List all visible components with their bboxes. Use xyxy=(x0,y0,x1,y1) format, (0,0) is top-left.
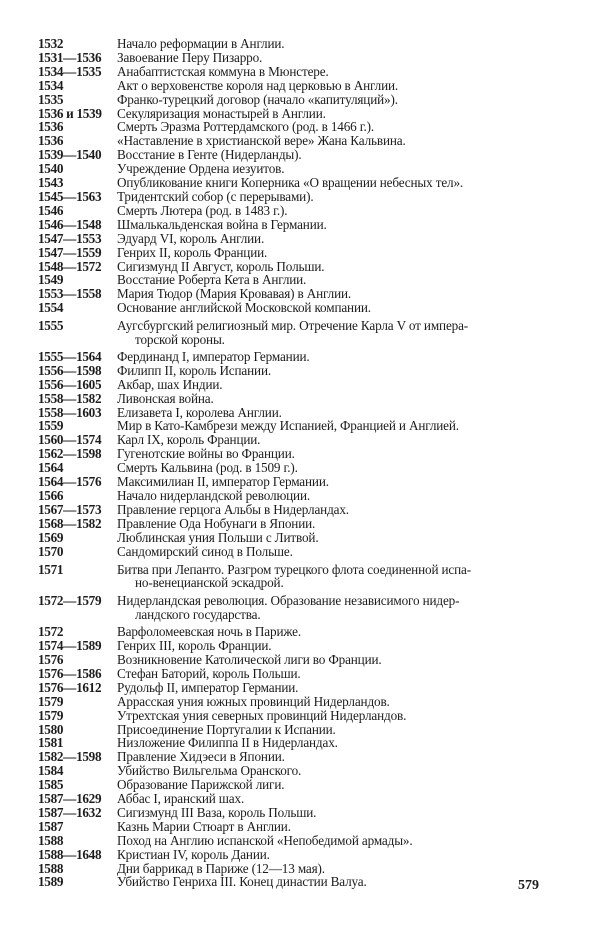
entry-event-text: Нидерландская революция. Образование независимого нидер- xyxy=(117,593,460,609)
entry-event xyxy=(117,246,558,260)
entry-year: 1547—1553 xyxy=(38,230,102,246)
entry-year: 1588 xyxy=(38,860,64,876)
chronology-entry xyxy=(38,594,558,622)
chronology-entry xyxy=(38,517,558,531)
entry-event xyxy=(117,681,558,695)
chronology-entry xyxy=(38,190,558,204)
chronology-entry xyxy=(38,750,558,764)
entry-event xyxy=(117,594,558,622)
entry-event-text: Правление Ода Нобунаги в Японии. xyxy=(117,515,316,531)
entry-year: 1588—1648 xyxy=(38,846,102,862)
entry-event xyxy=(117,834,558,848)
chronology-entry xyxy=(38,625,558,639)
entry-event-text: Смерть Лютера (род. в 1483 г.). xyxy=(117,202,288,218)
entry-event xyxy=(117,875,558,889)
chronology-entry xyxy=(38,218,558,232)
chronology-entry xyxy=(38,419,558,433)
entry-year: 1576—1586 xyxy=(38,665,102,681)
entry-event xyxy=(117,204,558,218)
entry-event xyxy=(117,736,558,750)
entry-event-text: Стефан Баторий, король Польши. xyxy=(117,665,301,681)
entry-year: 1569 xyxy=(38,529,64,545)
entry-year: 1534—1535 xyxy=(38,63,102,79)
entry-event xyxy=(117,319,558,347)
entry-event-text: Правление герцога Альбы в Нидерландах. xyxy=(117,501,349,517)
entry-year: 1587—1632 xyxy=(38,804,102,820)
entry-event xyxy=(117,260,558,274)
entry-event-text: Завоевание Перу Пизарро. xyxy=(117,49,263,65)
entry-year: 1560—1574 xyxy=(38,432,102,448)
entry-event-text: Восстание в Генте (Нидерланды). xyxy=(117,147,302,163)
entry-event-text: Елизавета I, королева Англии. xyxy=(117,404,282,420)
chronology-entry xyxy=(38,134,558,148)
entry-event xyxy=(117,350,558,364)
entry-event xyxy=(117,107,558,121)
entry-event xyxy=(117,148,558,162)
entry-year: 1536 и 1539 xyxy=(38,105,102,121)
entry-event xyxy=(117,378,558,392)
chronology-entry xyxy=(38,531,558,545)
chronology-entry xyxy=(38,273,558,287)
entry-event-continuation: но-венецианской эскадрой. xyxy=(135,575,284,591)
entry-event-text: Ливонская война. xyxy=(117,390,214,406)
entry-event-text: Фердинанд I, император Германии. xyxy=(117,348,310,364)
entry-year: 1535 xyxy=(38,91,64,107)
entry-year: 1584 xyxy=(38,763,64,779)
entry-event-text: Убийство Генриха III. Конец династии Валуа. xyxy=(117,874,367,890)
entry-event-text: Начало реформации в Англии. xyxy=(117,36,285,51)
entry-year: 1582—1598 xyxy=(38,749,102,765)
chronology-entry xyxy=(38,350,558,364)
entry-event xyxy=(117,723,558,737)
entry-event-text: Возникновение Католической лиги во Франции. xyxy=(117,651,382,667)
chronology-entry xyxy=(38,447,558,461)
chronology-entry xyxy=(38,79,558,93)
entry-year: 1576 xyxy=(38,651,64,667)
entry-event-text: Акбар, шах Индии. xyxy=(117,376,223,392)
chronology-entry xyxy=(38,764,558,778)
chronology-entry xyxy=(38,778,558,792)
entry-event-text: Смерть Эразма Роттердамского (род. в 1466 г.). xyxy=(117,119,375,135)
entry-event-text: Шмалькальденская война в Германии. xyxy=(117,216,327,232)
entry-year: 1555 xyxy=(38,318,64,334)
entry-event-text: Аббас I, иранский шах. xyxy=(117,791,245,807)
entry-year: 1572 xyxy=(38,624,64,640)
entry-year: 1559 xyxy=(38,418,64,434)
page-number: 579 xyxy=(518,878,539,893)
entry-event xyxy=(117,503,558,517)
entry-event xyxy=(117,653,558,667)
chronology-entry xyxy=(38,545,558,559)
entry-event xyxy=(117,489,558,503)
entry-event-text: Мир в Като-Камбрези между Испанией, Францией и Англией. xyxy=(117,418,459,434)
entry-event xyxy=(117,447,558,461)
chronology-entry xyxy=(38,709,558,723)
entry-event-text: Битва при Лепанто. Разгром турецкого флота соединенной испа- xyxy=(117,561,471,577)
chronology-entry xyxy=(38,204,558,218)
chronology-entry xyxy=(38,834,558,848)
entry-year: 1567—1573 xyxy=(38,501,102,517)
entry-year: 1579 xyxy=(38,707,64,723)
entry-event xyxy=(117,778,558,792)
entry-event xyxy=(117,517,558,531)
entry-event-text: Сигизмунд II Август, король Польши. xyxy=(117,258,325,274)
entry-event xyxy=(117,134,558,148)
entry-event xyxy=(117,433,558,447)
entry-event-text: Поход на Англию испанской «Непобедимой армады». xyxy=(117,832,413,848)
chronology-entry xyxy=(38,792,558,806)
entry-year: 1572—1579 xyxy=(38,593,102,609)
entry-event-text: Сандомирский синод в Польше. xyxy=(117,543,293,559)
entry-year: 1532 xyxy=(38,36,64,51)
entry-event xyxy=(117,120,558,134)
entry-event-text: Рудольф II, император Германии. xyxy=(117,679,299,695)
entry-event xyxy=(117,37,558,51)
chronology-entry xyxy=(38,301,558,315)
entry-year: 1589 xyxy=(38,874,64,890)
entry-event xyxy=(117,93,558,107)
entry-event xyxy=(117,218,558,232)
entry-year: 1564—1576 xyxy=(38,474,102,490)
entry-event xyxy=(117,848,558,862)
entry-event-text: Присоединение Португалии к Испании. xyxy=(117,721,336,737)
entry-event xyxy=(117,364,558,378)
entry-event-text: Казнь Марии Стюарт в Англии. xyxy=(117,818,291,834)
entry-event-text: Восстание Роберта Кета в Англии. xyxy=(117,272,307,288)
entry-event-text: Варфоломеевская ночь в Париже. xyxy=(117,624,302,640)
chronology-entry xyxy=(38,148,558,162)
entry-year: 1554 xyxy=(38,300,64,316)
entry-event-text: Правление Хидэеси в Японии. xyxy=(117,749,285,765)
chronology-entry xyxy=(38,875,558,889)
chronology-entry xyxy=(38,667,558,681)
chronology-entry xyxy=(38,246,558,260)
chronology-entry xyxy=(38,378,558,392)
entry-event-text: Франко-турецкий договор (начало «капитуляций»). xyxy=(117,91,398,107)
entry-event xyxy=(117,695,558,709)
entry-year: 1534 xyxy=(38,77,64,93)
chronology-entry xyxy=(38,723,558,737)
entry-event-text: Генрих III, король Франции. xyxy=(117,638,272,654)
chronology-entry xyxy=(38,461,558,475)
entry-event xyxy=(117,301,558,315)
entry-year: 1555—1564 xyxy=(38,348,102,364)
entry-event-text: Секуляризация монастырей в Англии. xyxy=(117,105,326,121)
entry-event xyxy=(117,750,558,764)
entry-year: 1545—1563 xyxy=(38,188,102,204)
entry-event-text: Утрехтская уния северных провинций Нидерландов. xyxy=(117,707,407,723)
chronology-entry xyxy=(38,639,558,653)
entry-event-text: Филипп II, король Испании. xyxy=(117,362,271,378)
entry-event-text: Тридентский собор (с перерывами). xyxy=(117,188,314,204)
entry-event xyxy=(117,709,558,723)
entry-year: 1536 xyxy=(38,119,64,135)
entry-event xyxy=(117,79,558,93)
entry-event xyxy=(117,190,558,204)
entry-event xyxy=(117,531,558,545)
entry-event-text: Акт о верховенстве короля над церковью в Англии. xyxy=(117,77,399,93)
entry-year: 1576—1612 xyxy=(38,679,102,695)
entry-event xyxy=(117,862,558,876)
chronology-entry xyxy=(38,162,558,176)
entry-year: 1580 xyxy=(38,721,64,737)
entry-event xyxy=(117,273,558,287)
entry-event-text: Люблинская уния Польши с Литвой. xyxy=(117,529,319,545)
entry-event-text: Образование Парижской лиги. xyxy=(117,777,285,793)
entry-year: 1558—1582 xyxy=(38,390,102,406)
chronology-entry xyxy=(38,475,558,489)
chronology-entry xyxy=(38,433,558,447)
entry-event-continuation: торской короны. xyxy=(135,332,225,348)
entry-event-text: Эдуард VI, король Англии. xyxy=(117,230,265,246)
entry-event-text: Карл IX, король Франции. xyxy=(117,432,261,448)
chronology-entry xyxy=(38,176,558,190)
chronology-entry xyxy=(38,287,558,301)
chronology-entry xyxy=(38,120,558,134)
entry-year: 1574—1589 xyxy=(38,638,102,654)
chronology-entry xyxy=(38,51,558,65)
entry-event xyxy=(117,667,558,681)
chronology-entry xyxy=(38,260,558,274)
chronology-entry xyxy=(38,364,558,378)
chronology-entry xyxy=(38,93,558,107)
entry-year: 1587 xyxy=(38,818,64,834)
entry-year: 1587—1629 xyxy=(38,791,102,807)
chronology-entry xyxy=(38,806,558,820)
entry-year: 1556—1598 xyxy=(38,362,102,378)
entry-year: 1585 xyxy=(38,777,64,793)
chronology-entry xyxy=(38,392,558,406)
entry-year: 1543 xyxy=(38,175,64,191)
entry-event xyxy=(117,545,558,559)
entry-year: 1571 xyxy=(38,561,64,577)
entry-event-text: Низложение Филиппа II в Нидерландах. xyxy=(117,735,338,751)
entry-event-text: Дни баррикад в Париже (12—13 мая). xyxy=(117,860,325,876)
entry-year: 1540 xyxy=(38,161,64,177)
entry-year: 1564 xyxy=(38,460,64,476)
chronology-entry xyxy=(38,695,558,709)
entry-event-text: Гугенотские войны во Франции. xyxy=(117,446,295,462)
chronology-entry xyxy=(38,107,558,121)
entry-event xyxy=(117,162,558,176)
chronology-entry xyxy=(38,563,558,591)
entry-event-text: Учреждение Ордена иезуитов. xyxy=(117,161,285,177)
chronology-entry xyxy=(38,319,558,347)
entry-year: 1556—1605 xyxy=(38,376,102,392)
entry-event xyxy=(117,625,558,639)
chronology-entry xyxy=(38,37,558,51)
entry-year: 1531—1536 xyxy=(38,49,102,65)
entry-event xyxy=(117,232,558,246)
entry-year: 1548—1572 xyxy=(38,258,102,274)
entry-event-text: Аррасская уния южных провинций Нидерландов. xyxy=(117,693,390,709)
entry-year: 1553—1558 xyxy=(38,286,102,302)
entry-year: 1546 xyxy=(38,202,64,218)
chronology-entry xyxy=(38,232,558,246)
chronology-table xyxy=(38,37,558,889)
entry-year: 1579 xyxy=(38,693,64,709)
entry-event xyxy=(117,392,558,406)
entry-year: 1547—1559 xyxy=(38,244,102,260)
chronology-entry xyxy=(38,65,558,79)
entry-event xyxy=(117,287,558,301)
entry-event-text: «Наставление в христианской вере» Жана Кальвина. xyxy=(117,133,406,149)
chronology-entry xyxy=(38,820,558,834)
entry-event-text: Аугсбургский религиозный мир. Отречение Карла V от импера- xyxy=(117,318,469,334)
entry-event xyxy=(117,563,558,591)
entry-year: 1568—1582 xyxy=(38,515,102,531)
entry-event-continuation: ландского государства. xyxy=(135,607,261,623)
entry-year: 1549 xyxy=(38,272,64,288)
entry-year: 1546—1548 xyxy=(38,216,102,232)
entry-event-text: Основание английской Московской компании. xyxy=(117,300,371,316)
entry-event xyxy=(117,176,558,190)
entry-event-text: Мария Тюдор (Мария Кровавая) в Англии. xyxy=(117,286,352,302)
entry-event xyxy=(117,406,558,420)
chronology-entry xyxy=(38,862,558,876)
entry-event xyxy=(117,792,558,806)
chronology-entry xyxy=(38,681,558,695)
entry-event-text: Опубликование книги Коперника «О вращении небесных тел». xyxy=(117,175,464,191)
entry-event xyxy=(117,764,558,778)
entry-event xyxy=(117,51,558,65)
entry-event xyxy=(117,806,558,820)
entry-year: 1570 xyxy=(38,543,64,559)
chronology-entry xyxy=(38,489,558,503)
entry-event xyxy=(117,461,558,475)
entry-year: 1539—1540 xyxy=(38,147,102,163)
entry-event xyxy=(117,820,558,834)
entry-year: 1581 xyxy=(38,735,64,751)
entry-event-text: Сигизмунд III Ваза, король Польши. xyxy=(117,804,317,820)
entry-event-text: Убийство Вильгельма Оранского. xyxy=(117,763,302,779)
entry-event xyxy=(117,419,558,433)
entry-event xyxy=(117,475,558,489)
entry-year: 1566 xyxy=(38,488,64,503)
entry-year: 1558—1603 xyxy=(38,404,102,420)
entry-event-text: Анабаптистская коммуна в Мюнстере. xyxy=(117,63,329,79)
chronology-entry xyxy=(38,653,558,667)
entry-year: 1588 xyxy=(38,832,64,848)
entry-event-text: Генрих II, король Франции. xyxy=(117,244,268,260)
entry-event-text: Максимилиан II, император Германии. xyxy=(117,474,329,490)
chronology-entry xyxy=(38,406,558,420)
entry-event xyxy=(117,65,558,79)
entry-year: 1562—1598 xyxy=(38,446,102,462)
entry-event-text: Смерть Кальвина (род. в 1509 г.). xyxy=(117,460,298,476)
entry-year: 1536 xyxy=(38,133,64,149)
chronology-entry xyxy=(38,848,558,862)
chronology-entry xyxy=(38,503,558,517)
entry-event-text: Кристиан IV, король Дании. xyxy=(117,846,270,862)
entry-event xyxy=(117,639,558,653)
entry-event-text: Начало нидерландской революции. xyxy=(117,488,311,503)
chronology-entry xyxy=(38,736,558,750)
